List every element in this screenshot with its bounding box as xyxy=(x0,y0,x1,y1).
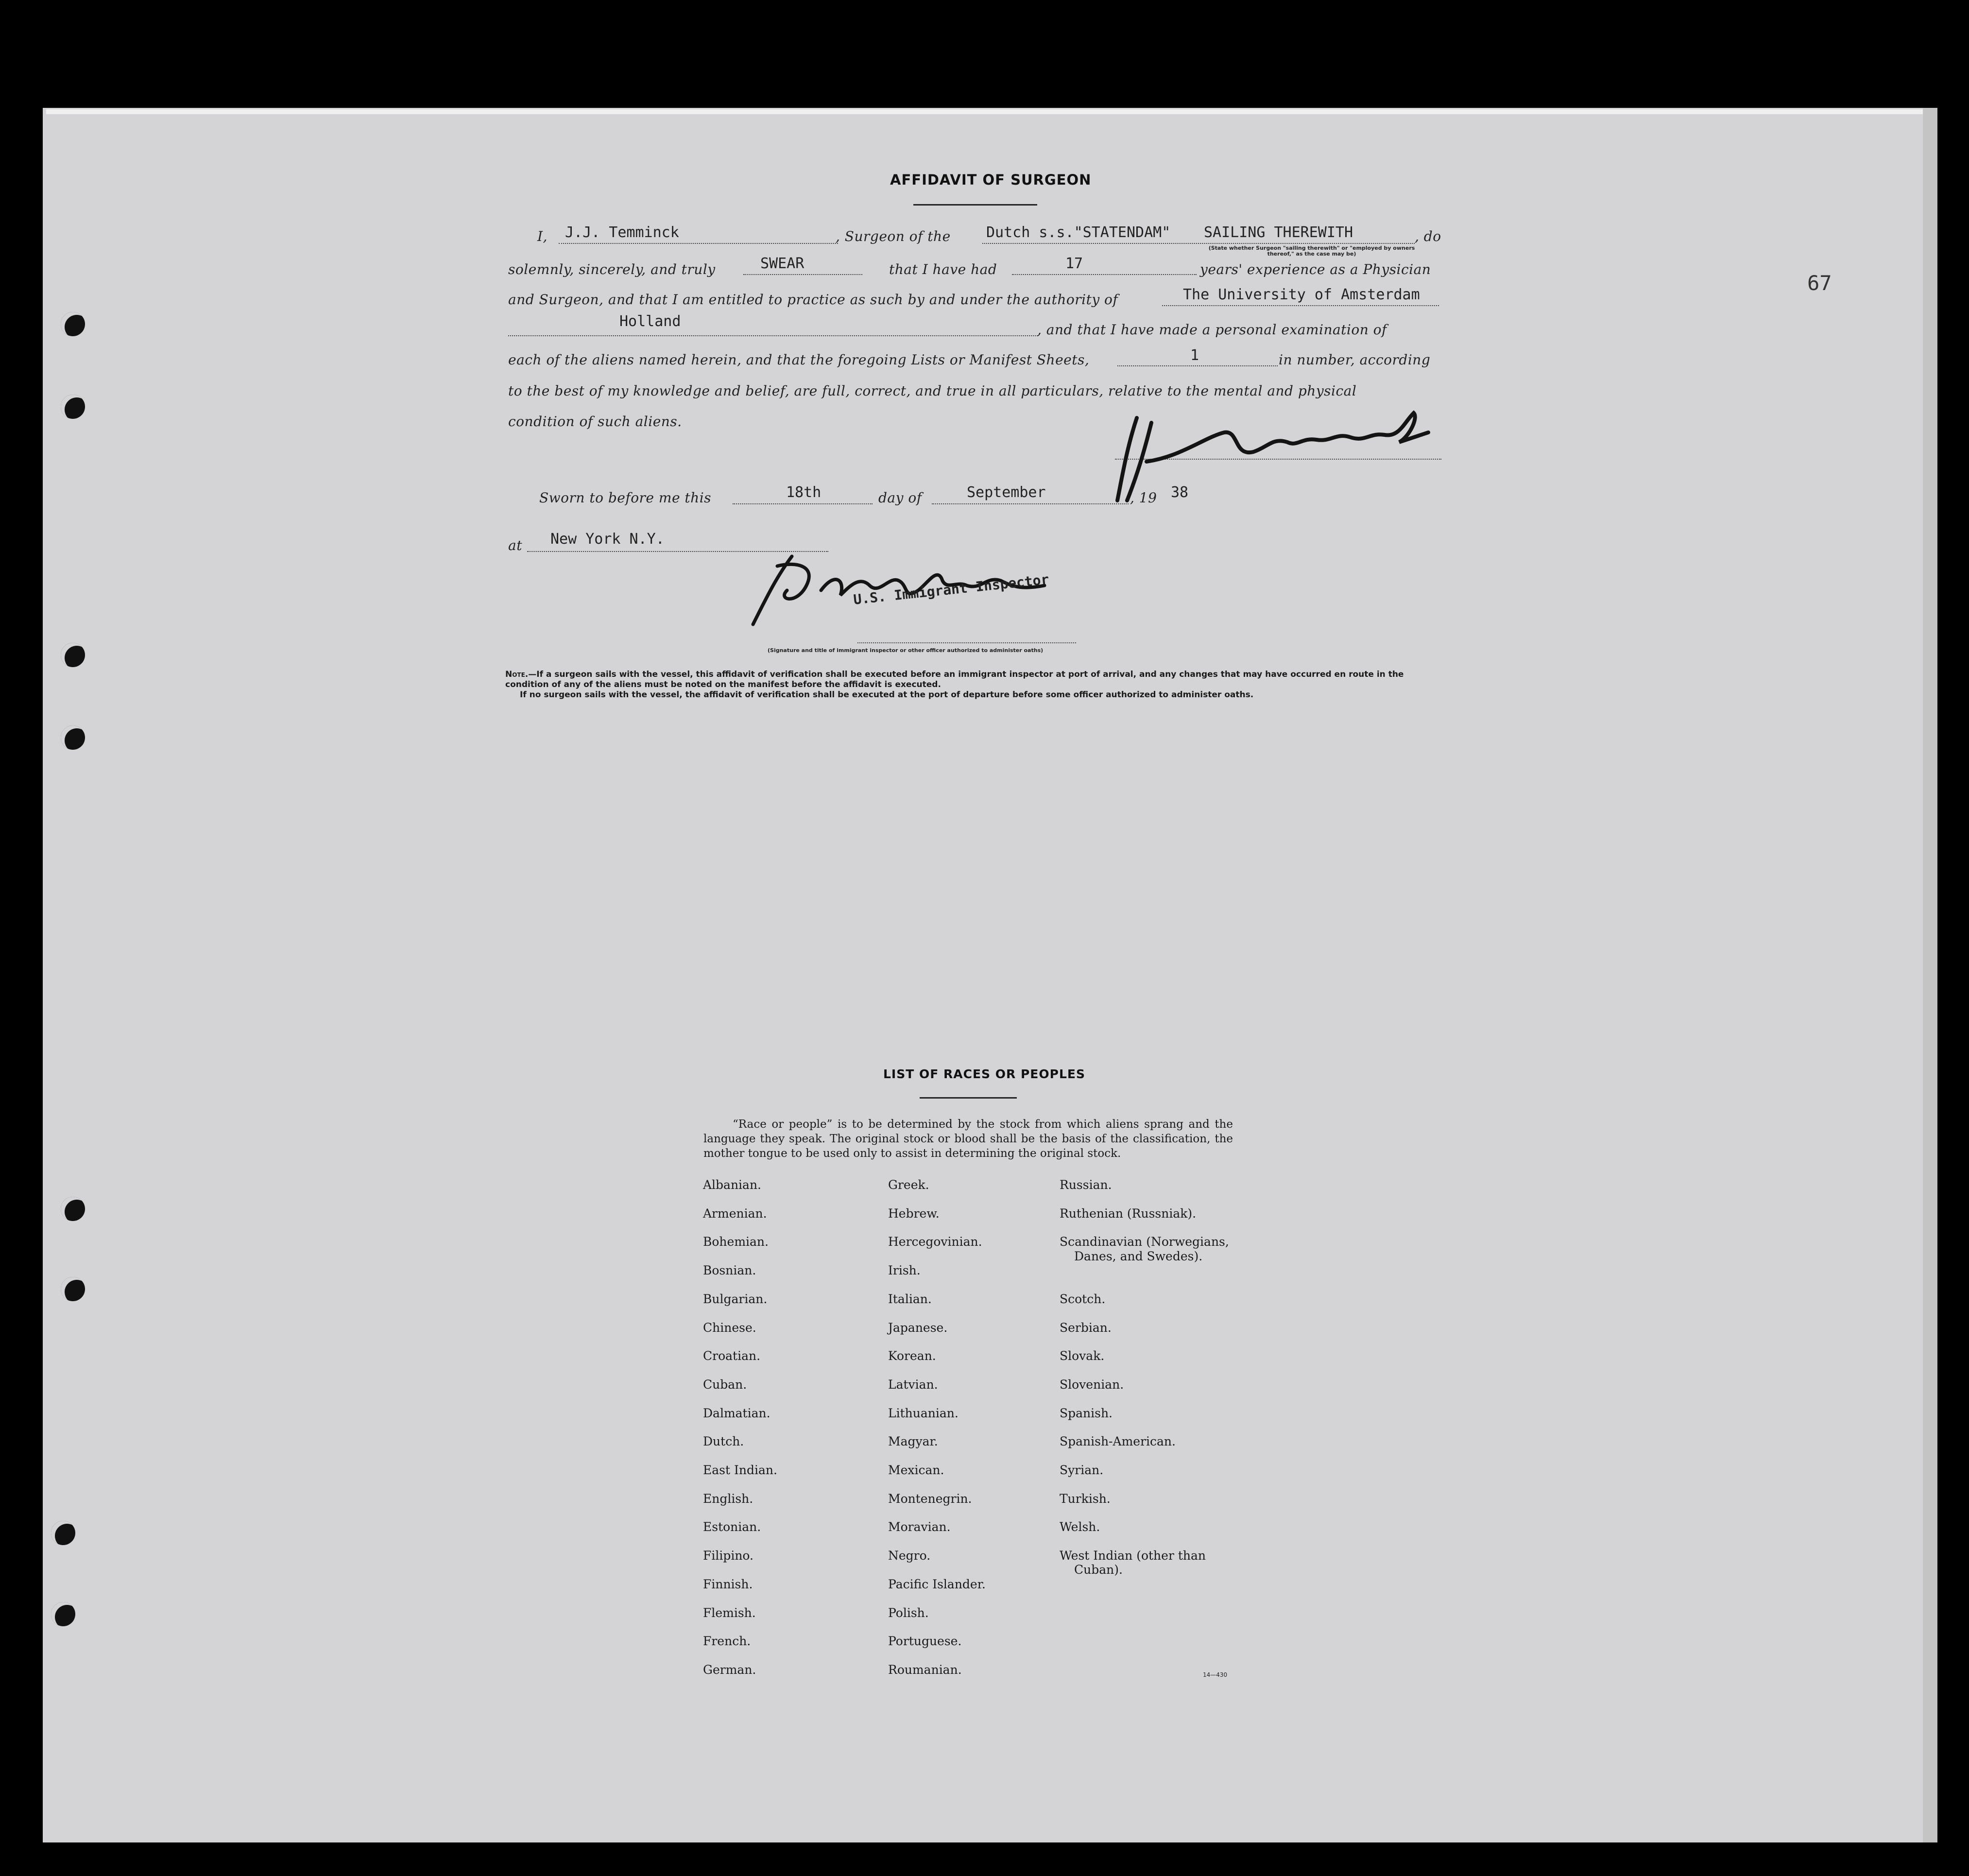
line-years xyxy=(1012,274,1197,275)
text-condition: condition of such aliens. xyxy=(508,413,682,430)
text-surgeon-of: , Surgeon of the xyxy=(836,228,951,244)
text-in-number: in number, according xyxy=(1279,352,1431,368)
text-best-of: to the best of my knowledge and belief, are full, correct, and true in all particulars, relative to the mental and physical xyxy=(508,383,1357,399)
line-month xyxy=(932,503,1129,504)
text-personal-exam: , and that I have made a personal examination of xyxy=(1037,322,1387,338)
race-entry: Moravian. xyxy=(888,1520,951,1534)
text-and-surgeon: and Surgeon, and that I am entitled to practice as such by and under the authority of xyxy=(508,292,1118,308)
affidavit-note xyxy=(505,670,1443,700)
race-entry: Croatian. xyxy=(703,1349,761,1363)
race-entry: Serbian. xyxy=(1060,1320,1112,1335)
signature-caption: (Signature and title of immigrant inspector or other officer authorized to administer oaths) xyxy=(768,647,1044,654)
race-entry: Korean. xyxy=(888,1349,936,1363)
race-entry: Spanish. xyxy=(1060,1406,1113,1420)
race-entry: Spanish-American. xyxy=(1060,1434,1176,1449)
text-each-alien: each of the aliens named herein, and that the foregoing Lists or Manifest Sheets, xyxy=(508,352,1090,368)
race-entry: Montenegrin. xyxy=(888,1491,972,1506)
race-entry: Filipino. xyxy=(703,1549,753,1563)
race-entry: Danes, and Swedes). xyxy=(1074,1249,1203,1263)
text-years-experience: years' experience as a Physician xyxy=(1200,261,1431,277)
race-entry: Lithuanian. xyxy=(888,1406,959,1420)
race-entry: Ruthenian (Russniak). xyxy=(1060,1206,1197,1221)
race-entry: Bulgarian. xyxy=(703,1291,768,1306)
text-that-i-have-had: that I have had xyxy=(889,261,997,277)
authority-line2: Holland xyxy=(619,313,681,330)
text-i: I, xyxy=(537,228,548,244)
race-entry: Armenian. xyxy=(703,1206,767,1221)
note-line2: If no surgeon sails with the vessel, the affidavit of verification shall be executed at the port of departure before some officer authorized to administer oaths. xyxy=(520,690,1254,700)
race-entry: Syrian. xyxy=(1060,1463,1104,1477)
race-entry: Slovak. xyxy=(1060,1349,1105,1363)
races-title: LIST OF RACES OR PEOPLES xyxy=(883,1067,1085,1081)
text-day-of: day of xyxy=(878,490,922,506)
binder-hole xyxy=(51,1602,75,1626)
race-entry: Slovenian. xyxy=(1060,1377,1124,1392)
note-label: Note. xyxy=(505,670,529,679)
race-entry: Greek. xyxy=(888,1178,929,1192)
race-entry: Japanese. xyxy=(888,1320,948,1335)
binder-hole xyxy=(61,395,85,419)
sworn-place: New York N.Y. xyxy=(550,531,665,548)
race-entry: Flemish. xyxy=(703,1605,756,1620)
line-oath xyxy=(743,274,862,275)
race-entry: Pacific Islander. xyxy=(888,1577,986,1591)
race-entry: East Indian. xyxy=(703,1463,777,1477)
race-entry: West Indian (other than xyxy=(1060,1549,1206,1563)
text-do: , do xyxy=(1415,228,1441,244)
race-entry: German. xyxy=(703,1662,756,1677)
sheet-edge xyxy=(46,109,1931,114)
race-entry: Cuban). xyxy=(1074,1563,1123,1577)
affidavit-title: AFFIDAVIT OF SURGEON xyxy=(890,172,1092,188)
binder-hole xyxy=(51,1521,75,1545)
race-entry: Scandinavian (Norwegians, xyxy=(1060,1235,1229,1249)
line-authority-2 xyxy=(508,335,1038,336)
binder-hole xyxy=(61,643,85,667)
race-entry: Portuguese. xyxy=(888,1634,962,1649)
race-entry: Bohemian. xyxy=(703,1235,769,1249)
sworn-month: September xyxy=(967,484,1046,501)
title-rule xyxy=(913,204,1037,206)
form-number: 14—430 xyxy=(1203,1671,1228,1678)
years-experience: 17 xyxy=(1065,255,1083,272)
line-sheets xyxy=(1117,365,1278,366)
line-surgeon-name xyxy=(559,243,838,244)
sheets-count: 1 xyxy=(1190,347,1199,364)
surgeon-name: J.J. Temminck xyxy=(565,224,679,241)
race-entry: Dalmatian. xyxy=(703,1406,770,1420)
race-entry: Turkish. xyxy=(1060,1491,1111,1506)
race-entry: Hebrew. xyxy=(888,1206,940,1221)
race-entry: Welsh. xyxy=(1060,1520,1100,1534)
oath-word: SWEAR xyxy=(760,255,805,272)
line-sailing xyxy=(1200,243,1415,244)
sworn-year: 38 xyxy=(1171,484,1189,501)
binder-hole xyxy=(61,725,85,750)
state-whether-caption: (State whether Surgeon "sailing therewith" or "employed by owners thereof," as the case may be) xyxy=(1208,245,1415,257)
race-entry: Bosnian. xyxy=(703,1263,756,1278)
race-entry: Scotch. xyxy=(1060,1291,1106,1306)
race-entry: Finnish. xyxy=(703,1577,753,1591)
race-entry: Dutch. xyxy=(703,1434,744,1449)
race-entry: Cuban. xyxy=(703,1377,747,1392)
binder-hole xyxy=(61,1197,85,1221)
text-at: at xyxy=(508,537,522,553)
race-entry: French. xyxy=(703,1634,751,1649)
document-sheet xyxy=(43,108,1937,1842)
line-authority xyxy=(1162,305,1439,306)
sailing-status: SAILING THEREWITH xyxy=(1204,224,1353,241)
race-entry: Polish. xyxy=(888,1605,929,1620)
surgeon-signature xyxy=(1108,408,1438,505)
binding-edge xyxy=(1923,108,1937,1842)
line-day xyxy=(733,503,873,504)
race-entry: Roumanian. xyxy=(888,1662,962,1677)
races-title-rule xyxy=(920,1097,1017,1099)
race-entry: Mexican. xyxy=(888,1463,944,1477)
text-sworn: Sworn to before me this xyxy=(539,490,712,506)
note-line1: —If a surgeon sails with the vessel, this affidavit of verification shall be executed before an immigrant inspector at port of arrival, and any changes that may have occurred en route in the condition of any of the aliens must be noted on the manifest before the affidavit is executed. xyxy=(505,670,1404,689)
text-solemnly: solemnly, sincerely, and truly xyxy=(508,261,716,277)
binder-hole xyxy=(61,312,85,336)
race-entry: Magyar. xyxy=(888,1434,938,1449)
race-entry: Hercegovinian. xyxy=(888,1235,982,1249)
sworn-day: 18th xyxy=(786,484,822,501)
vessel-name: Dutch s.s."STATENDAM" xyxy=(986,224,1171,241)
race-entry: Latvian. xyxy=(888,1377,938,1392)
page-number: 67 xyxy=(1807,271,1832,295)
binder-hole xyxy=(61,1277,85,1301)
race-entry: Chinese. xyxy=(703,1320,756,1335)
inspector-stamp: U.S. Immigrant Inspector xyxy=(853,571,1050,608)
race-entry: Negro. xyxy=(888,1549,931,1563)
race-entry: Italian. xyxy=(888,1291,932,1306)
text-year-prefix: , 19 xyxy=(1130,490,1157,506)
inspector-signature-line xyxy=(857,642,1076,643)
race-entry: English. xyxy=(703,1491,753,1506)
races-intro: “Race or people” is to be determined by the stock from which aliens sprang and the language they speak. The original stock or blood shall be the basis of the classification, the mother tongue to be used only to assist in determining the original stock. xyxy=(703,1118,1233,1160)
race-entry: Irish. xyxy=(888,1263,921,1278)
line-vessel xyxy=(982,243,1201,244)
race-entry: Russian. xyxy=(1060,1178,1112,1192)
authority-line1: The University of Amsterdam xyxy=(1183,286,1420,303)
race-entry: Estonian. xyxy=(703,1520,761,1534)
race-entry: Albanian. xyxy=(703,1178,762,1192)
